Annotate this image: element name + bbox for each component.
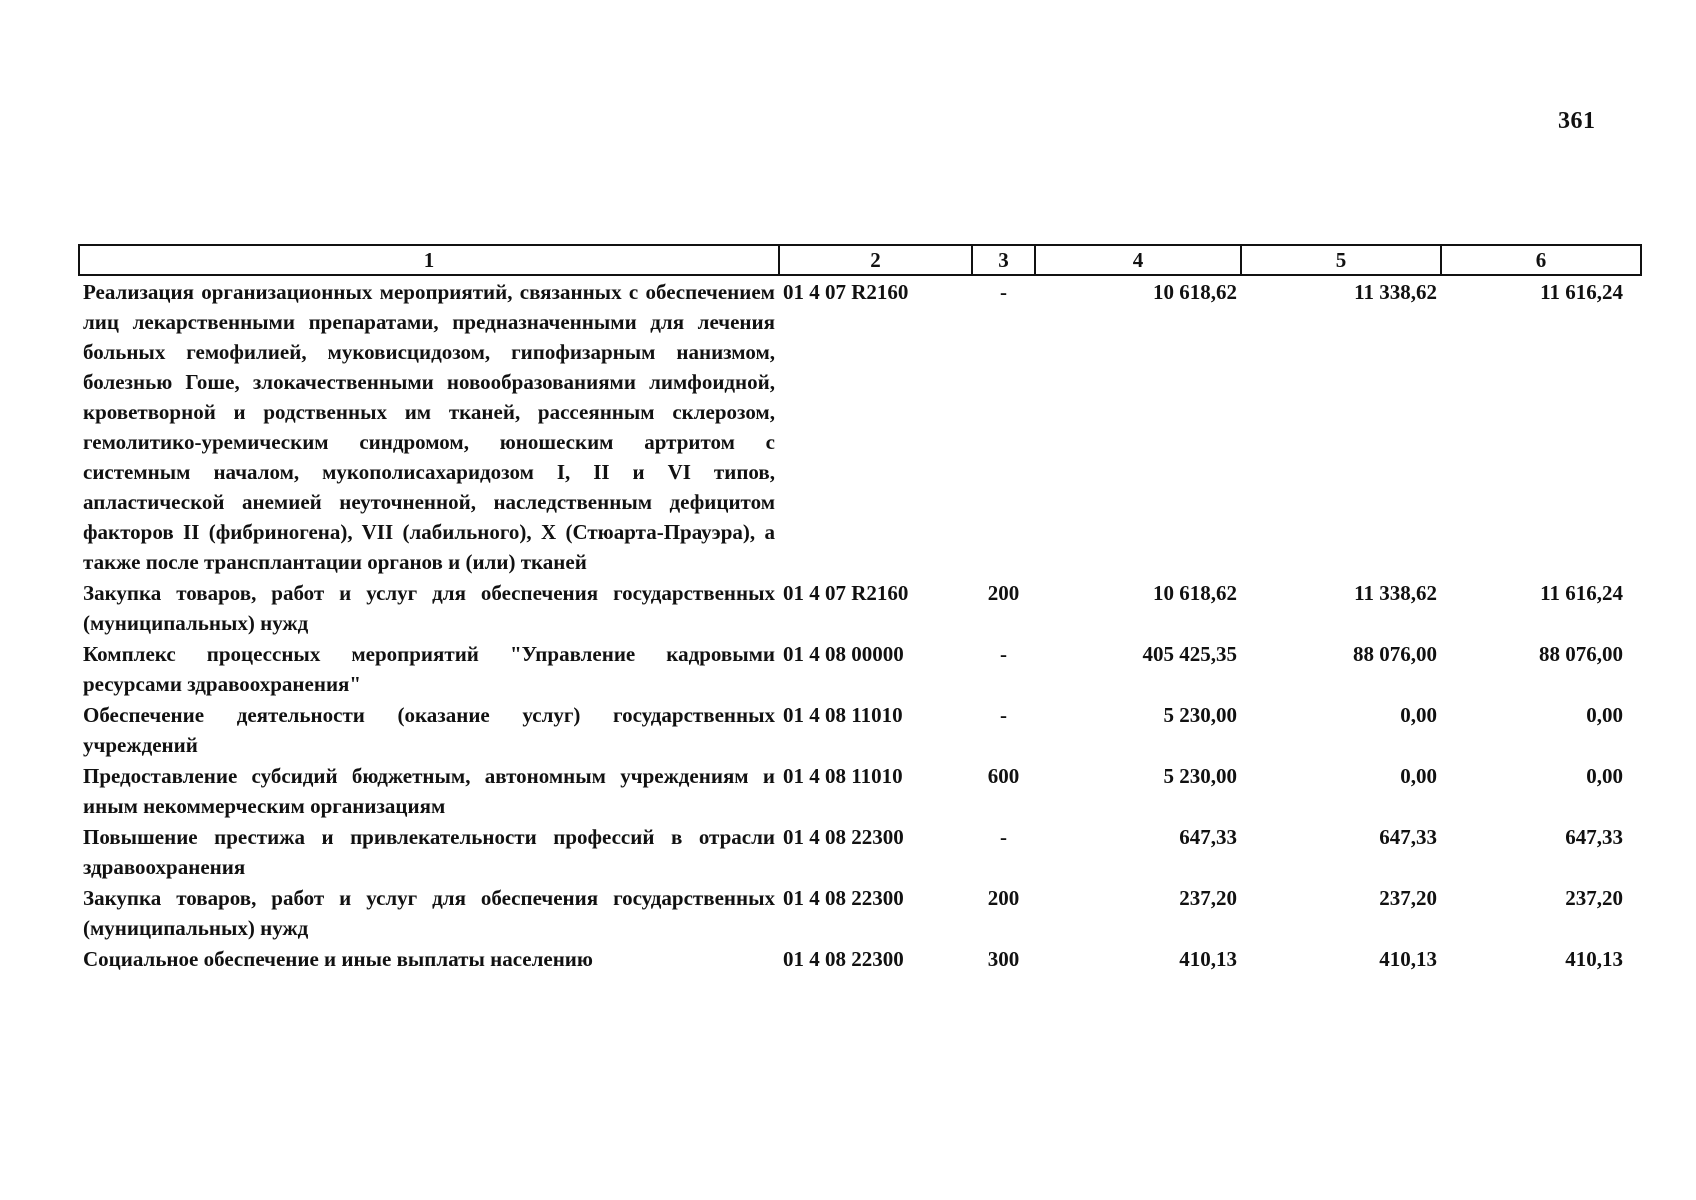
row-value-5: 88 076,00 xyxy=(1353,642,1437,666)
row-value-4: 5 230,00 xyxy=(1163,764,1237,788)
row-type: - xyxy=(1000,280,1007,304)
row-code: 01 4 08 11010 xyxy=(783,764,903,788)
row-type: 200 xyxy=(987,581,1020,605)
row-value-5: 647,33 xyxy=(1379,825,1437,849)
row-code: 01 4 08 00000 xyxy=(783,642,904,666)
row-type: - xyxy=(1000,703,1007,727)
row-value-6: 0,00 xyxy=(1586,764,1623,788)
budget-table xyxy=(78,244,1642,974)
row-value-4: 237,20 xyxy=(1179,886,1237,910)
row-type: - xyxy=(1000,825,1007,849)
row-value-6: 647,33 xyxy=(1565,825,1623,849)
table-row xyxy=(79,699,1641,760)
row-value-5: 11 338,62 xyxy=(1354,280,1437,304)
row-type: - xyxy=(1000,642,1007,666)
table-row xyxy=(79,943,1641,974)
page-number: 361 xyxy=(1558,108,1596,134)
row-code: 01 4 08 22300 xyxy=(783,947,904,971)
header-col-4: 4 xyxy=(1035,245,1241,275)
header-col-1: 1 xyxy=(79,245,779,275)
table-row xyxy=(79,638,1641,699)
table-row xyxy=(79,577,1641,638)
row-name: Закупка товаров, работ и услуг для обеспечения государственных (муниципальных) нужд xyxy=(83,886,775,940)
row-value-5: 410,13 xyxy=(1379,947,1437,971)
row-value-4: 10 618,62 xyxy=(1153,280,1237,304)
row-name: Реализация организационных мероприятий, связанных с обеспечением лиц лекарственными препаратами, предназначенными для лечения больных гемофилией, муковисцидозом, гипофизарным нанизмом, болезнью Гоше, злокачественными новообразованиями лимфоидной, кроветворной и родственных им тканей, рассеянным склерозом, гемолитико-уремическим синдромом, юношеским артритом с системным началом, мукополисахаридозом I, II и VI типов, апластической анемией неуточненной, наследственным дефицитом факторов II (фибриногена), VII (лабильного), X (Стюарта-Прауэра), а также после трансплантации органов и (или) тканей xyxy=(83,280,775,574)
table-row xyxy=(79,821,1641,882)
row-type: 200 xyxy=(987,886,1020,910)
header-col-6: 6 xyxy=(1441,245,1641,275)
header-col-5: 5 xyxy=(1241,245,1441,275)
row-code: 01 4 07 R2160 xyxy=(783,581,909,605)
header-row xyxy=(79,245,1641,275)
header-col-3: 3 xyxy=(972,245,1035,275)
row-value-6: 0,00 xyxy=(1586,703,1623,727)
row-code: 01 4 08 22300 xyxy=(783,886,904,910)
table-row xyxy=(79,760,1641,821)
row-value-4: 405 425,35 xyxy=(1142,642,1237,666)
row-value-4: 10 618,62 xyxy=(1153,581,1237,605)
row-value-6: 410,13 xyxy=(1565,947,1623,971)
row-type: 600 xyxy=(987,764,1020,788)
row-code: 01 4 08 22300 xyxy=(783,825,904,849)
table-header xyxy=(79,245,1641,275)
row-value-5: 237,20 xyxy=(1379,886,1437,910)
row-value-6: 11 616,24 xyxy=(1540,581,1623,605)
row-value-5: 11 338,62 xyxy=(1354,581,1437,605)
table-row xyxy=(79,275,1641,577)
row-value-5: 0,00 xyxy=(1400,764,1437,788)
table-row xyxy=(79,882,1641,943)
row-name: Социальное обеспечение и иные выплаты населению xyxy=(83,947,593,971)
row-value-6: 237,20 xyxy=(1565,886,1623,910)
row-name: Предоставление субсидий бюджетным, автономным учреждениям и иным некоммерческим организациям xyxy=(83,764,775,818)
row-value-6: 11 616,24 xyxy=(1540,280,1623,304)
row-value-4: 647,33 xyxy=(1179,825,1237,849)
row-value-6: 88 076,00 xyxy=(1539,642,1623,666)
row-name: Закупка товаров, работ и услуг для обеспечения государственных (муниципальных) нужд xyxy=(83,581,775,635)
row-name: Повышение престижа и привлекательности профессий в отрасли здравоохранения xyxy=(83,825,775,879)
row-type: 300 xyxy=(987,947,1020,971)
row-code: 01 4 08 11010 xyxy=(783,703,903,727)
row-code: 01 4 07 R2160 xyxy=(783,280,909,304)
row-name: Комплекс процессных мероприятий "Управление кадровыми ресурсами здравоохранения" xyxy=(83,642,775,696)
row-value-4: 410,13 xyxy=(1179,947,1237,971)
row-value-4: 5 230,00 xyxy=(1163,703,1237,727)
table-body xyxy=(79,275,1641,974)
row-name: Обеспечение деятельности (оказание услуг) государственных учреждений xyxy=(83,703,775,757)
header-col-2: 2 xyxy=(779,245,972,275)
row-value-5: 0,00 xyxy=(1400,703,1437,727)
